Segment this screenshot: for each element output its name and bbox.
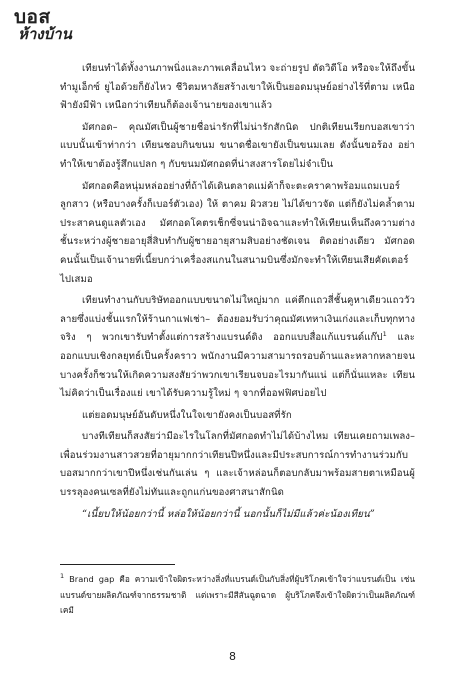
paragraph-with-footnote [60, 292, 415, 404]
paragraph-text-part2: และออกแบบเชิงกลยุทธ์เป็นครั้งคราว พนักงานมีความสามารถรอบด้านและหลากหลายจนบางครั้งก็ชวนให้เกิดความสงสัยว่าพวกเขาเรียนจบอะไรมากันแน่ แต่ก็นั่นแหละ เทียนไม่คิดว่าเป็นเรื่องแย่ เขาได้รับความรู้ใหม่ ๆ จากที่ออฟฟิศบ่อยไป [60, 332, 415, 400]
logo-line-2: ห้างบ้าน [18, 25, 72, 43]
page-body [60, 60, 415, 527]
footnote-text: Brand gap คือ ความเข้าใจผิดระหว่างสิ่งที่แบรนด์เป็นกับสิ่งที่ผู้บริโภคเข้าใจว่าแบรนด์เป็น เช่น แบรนด์ขายผลิตภัณฑ์จากธรรมชาติ แต่เพราะมีสีสันฉูดฉาด ผู้บริโภคจึงเข้าใจผิดว่าเป็นผลิตภัณฑ์เคมี [60, 574, 415, 615]
paragraph: มัศกอด– คุณมัศเป็นผู้ชายชื่อน่ารักที่ไม่น่ารักสักนิด ปกติเทียนเรียกบอสเขาว่าแบบนั้นเข้าท่ากว่า เทียนชอบกินขนม ขนาดชื่อเขายังเป็นขนมเลย ดังนั้นขอร้อง อย่าทำให้เขาต้องรู้สึกแปลก ๆ กับขนมมัศกอดที่น่าสงสารโดยไม่จำเป็น [60, 121, 415, 170]
paragraph: บางทีเทียนก็สงสัยว่ามีอะไรในโลกที่มัศกอดทำไม่ได้บ้างไหม เทียนเคยถามเพลง– เพื่อนร่วมงานสาวสวยที่อายุมากกว่าเทียนปีหนึ่งและมีประสบการณ์การทำงานร่วมกับบอสมากกว่าเขาปีหนึ่งเช่นกันเล่น ๆ และเจ้าหล่อนก็ตอบกลับมาพร้อมสายตาเหมือนผู้บรรลุองคนเซลที่ยังไม่ทันและถูกแก่นของศาสนาสักนิด [60, 431, 415, 499]
quoted-dialogue: “เนี้ยบให้น้อยกว่านี้ หล่อให้น้อยกว่านี้ นอกนั้นก็ไม่มีแล้วค่ะน้องเทียน” [82, 508, 375, 520]
footnote [60, 572, 415, 619]
page-number: 8 [229, 650, 236, 663]
paragraph: แต่ยอดมนุษย์อันดับหนึ่งในใจเขายังคงเป็นบอสที่รัก [82, 409, 292, 421]
paragraph-text-part1: เทียนทำงานกับบริษัทออกแบบขนาดไม่ใหญ่มาก แค่ตึกแถวสี่ชั้นคูหาเดียวแถววัวลายซึ่งแบ่งชั้นแรกให้ร้านกาแฟเช่า– ต้องยอมรับว่าคุณมัศเทหาเงินเก่งและเก็บทุกทางจริง ๆ พวกเขารับทำตั้งแต่การสร้างแบรนด์ดิง ออกแบบสื่อแก้แบรนด์แก๊ป [60, 295, 415, 344]
paragraph: เทียนทำได้ทั้งงานภาพนิ่งและภาพเคลื่อนไหว จะถ่ายรูป ตัดวิดีโอ หรือจะให้ถึงขั้นทำมูเอ็กซ์ ยูไอด้วยก็ยังไหว ชีวิตมหาลัยสร้างเขาให้เป็นยอดมนุษย์อย่างไร้ที่ตาม เหนือฟ้ายังมีฟ้า เหนือกว่าเทียนก็ต้องเจ้านายของเขาแล้ว [60, 63, 415, 112]
footnote-marker: 1 [60, 572, 65, 581]
logo-line-1: บอส [14, 6, 51, 28]
footnote-divider [60, 564, 175, 565]
paragraph: มัศกอดคือหนุ่มหล่ออย่างที่ถ้าได้เดินตลาดแม่ค้าก็จะตะคราคาพร้อมแถมเบอร์ลูกสาว (หรือบางครั้งก็เบอร์ตัวเอง) ให้ ตาคม ผิวสวย ไม่ได้ขาวจัด แต่ก็ยังไม่คล้ำตามประสาคนดูแลตัวเอง มัศกอดโคตรเช็กซี่จนน่าอิจฉาและทำให้เทียนเห็นถึงความต่างชั้นระหว่างผู้ชายอายุสี่สิบทำกับผู้ชายอายุสามสิบอย่างชัดเจน ติดอย่างเดียว มัศกอดคนนั้นเป็นเจ้านายที่เนี้ยบกว่าเครื่องสแกนในสนามบินซึ่งมักจะทำให้เทียนเสียคัดเตอร์ไปเสมอ [60, 180, 415, 285]
publisher-logo [14, 6, 100, 48]
footnote-reference[interactable]: 1 [382, 330, 387, 339]
